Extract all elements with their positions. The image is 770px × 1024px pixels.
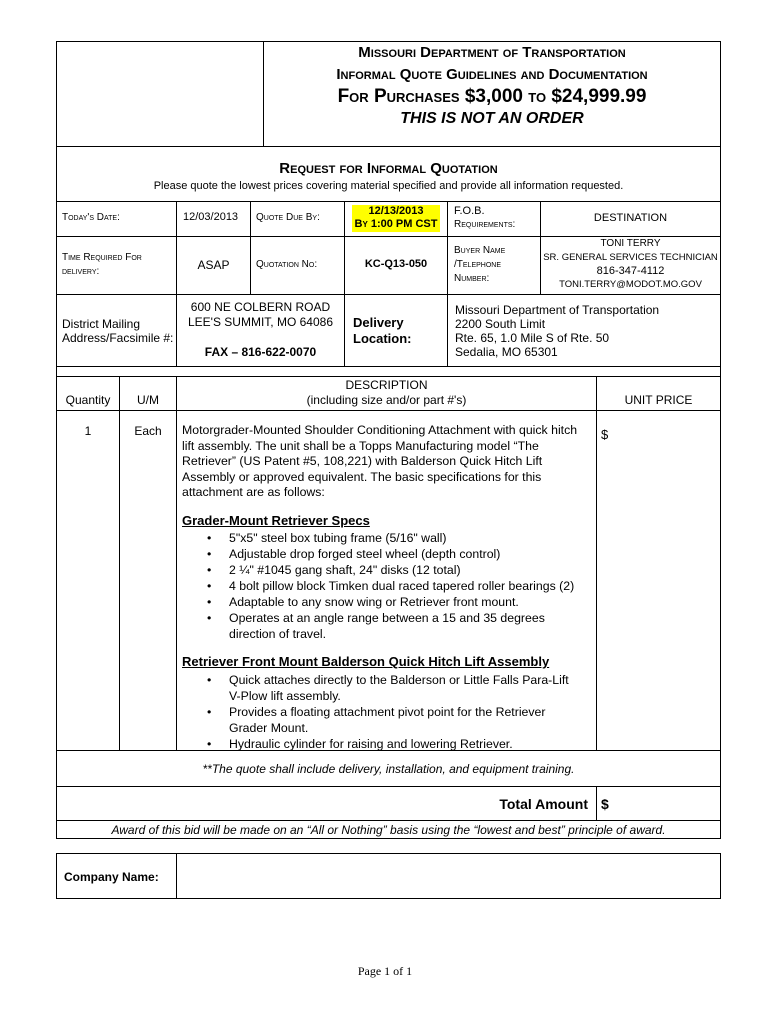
quote-due-label: Quote Due By: [256, 212, 320, 223]
quote-due-time: By 1:00 PM CST [354, 218, 438, 230]
row-um: Each [134, 424, 162, 438]
row-quantity: 1 [84, 424, 92, 438]
description-line: lift assembly. The unit shall be a Topps Manufacturing model “The [182, 438, 539, 453]
district-label-2: Address/Facsimile #: [62, 331, 174, 345]
total-amount-label: Total Amount [499, 796, 588, 812]
buyer-label: Buyer Name [454, 245, 506, 256]
time-required-label-2: delivery: [62, 266, 100, 277]
todays-date-label: Today's Date: [62, 212, 120, 223]
list-item-continuation: Grader Mount. [229, 721, 309, 735]
delivery-address-line1: Missouri Department of Transportation [455, 303, 660, 317]
delivery-address-line2: 2200 South Limit [455, 317, 546, 331]
list-item: • Adaptable to any snow wing or Retriever front mount. [207, 595, 519, 609]
fob-label: F.O.B. [454, 205, 485, 217]
front-mount-spec-list [182, 672, 594, 752]
delivery-location-label-2: Location: [353, 331, 412, 346]
description-line: attachment are as follows: [182, 485, 325, 499]
buyer-title: SR. GENERAL SERVICES TECHNICIAN [543, 252, 718, 263]
buyer-label-3: Number: [454, 273, 490, 284]
quotation-no-value: KC-Q13-050 [364, 258, 428, 270]
fob-requirements-label: Requirements: [454, 219, 516, 230]
col-description-header: DESCRIPTION [345, 378, 428, 392]
buyer-email: TONI.TERRY@MODOT.MO.GOV [559, 279, 702, 290]
spec-heading-front-mount: Retriever Front Mount Balderson Quick Hitch Lift Assembly [182, 654, 550, 669]
district-label: District Mailing [62, 317, 141, 331]
time-required-value: ASAP [197, 258, 230, 272]
item-description [182, 423, 594, 501]
district-fax: FAX – 816-622-0070 [204, 345, 317, 359]
grader-mount-spec-list [182, 530, 594, 642]
company-name-label: Company Name: [64, 870, 159, 884]
delivery-note: **The quote shall include delivery, installation, and equipment training. [202, 762, 575, 776]
buyer-name: TONI TERRY [600, 238, 661, 249]
list-item-continuation: V-Plow lift assembly. [229, 689, 341, 703]
list-item: • 4 bolt pillow block Timken dual raced tapered roller bearings (2) [207, 579, 575, 593]
total-amount-value: $ [601, 796, 609, 812]
page-number: Page 1 of 1 [357, 964, 413, 978]
district-address-line1: 600 NE COLBERN ROAD [190, 300, 331, 314]
header-subtitle: Informal Quote Guidelines and Documentation [336, 66, 648, 83]
list-item: • Hydraulic cylinder for raising and lowering Retriever. [207, 737, 513, 751]
time-required-label: Time Required For [62, 252, 142, 263]
list-item: • 5"x5" steel box tubing frame (5/16" wall) [207, 531, 447, 545]
header-not-order: THIS IS NOT AN ORDER [400, 110, 584, 127]
list-item: • Quick attaches directly to the Balderson or Little Falls Para-Lift [207, 673, 569, 687]
col-description-subheader: (including size and/or part #'s) [306, 393, 467, 407]
spec-heading-grader-mount: Grader-Mount Retriever Specs [182, 513, 370, 528]
delivery-address-line4: Sedalia, MO 65301 [455, 345, 558, 359]
quotation-no-label: Quotation No: [256, 259, 318, 270]
header-agency: Missouri Department of Transportation [358, 44, 626, 61]
district-address-line2: LEE'S SUMMIT, MO 64086 [187, 315, 333, 329]
header-purchase-range: For Purchases $3,000 to $24,999.99 [337, 86, 647, 107]
list-item: • Adjustable drop forged steel wheel (depth control) [207, 547, 501, 561]
description-line: Assembly or approved equivalent. The basic specifications for this [182, 469, 542, 484]
request-title: Request for Informal Quotation [279, 160, 498, 177]
list-item: • Operates at an angle range between a 15 and 35 degrees [207, 611, 545, 625]
list-item-continuation: direction of travel. [229, 627, 327, 641]
request-instruction: Please quote the lowest prices covering material specified and provide all information requested. [153, 180, 624, 192]
award-note: Award of this bid will be made on an “All or Nothing” basis using the “lowest and best” principle of award. [111, 823, 666, 837]
delivery-location-label: Delivery [353, 315, 404, 330]
buyer-phone: 816-347-4112 [596, 265, 665, 277]
description-line: Retriever” (US Patent #5, 108,221) with Balderson Quick Hitch Lift [182, 454, 543, 468]
list-item: • 2 ¼" #1045 gang shaft, 24" disks (12 total) [207, 563, 461, 577]
list-item: • Provides a floating attachment pivot point for the Retriever [207, 705, 546, 719]
col-um-header: U/M [137, 393, 159, 407]
fob-value: DESTINATION [593, 212, 668, 224]
buyer-label-2: /Telephone [454, 259, 502, 270]
row-unit-price: $ [601, 427, 609, 442]
description-line: Motorgrader-Mounted Shoulder Conditioning Attachment with quick hitch [182, 423, 578, 437]
col-unit-price-header: UNIT PRICE [624, 393, 693, 407]
delivery-address-line3: Rte. 65, 1.0 Mile S of Rte. 50 [455, 331, 610, 345]
company-name-field[interactable] [177, 854, 720, 898]
todays-date-value: 12/03/2013 [183, 211, 239, 223]
quote-due-date: 12/13/2013 [368, 205, 424, 217]
col-quantity-header: Quantity [65, 393, 111, 407]
